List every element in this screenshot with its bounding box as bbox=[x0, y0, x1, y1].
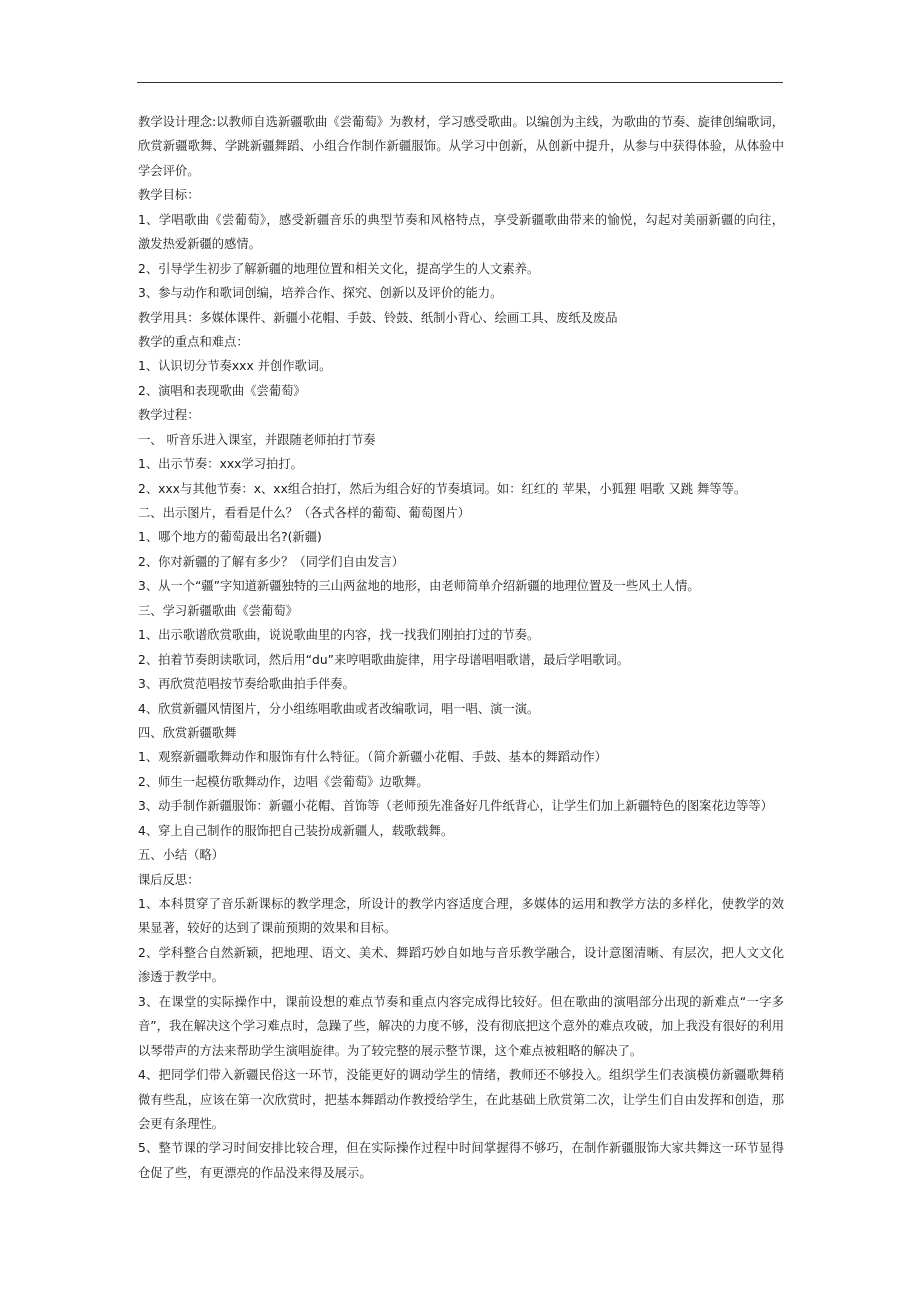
text-line: 果显著，较好的达到了课前预期的效果和目标。 bbox=[138, 921, 397, 936]
text-line: 2、师生一起模仿歌舞动作，边唱《尝葡萄》边歌舞。 bbox=[138, 774, 429, 789]
document-body bbox=[138, 110, 784, 1185]
text-line: 3、从一个“疆”字知道新疆独特的三山两盆地的地形，由老师简单介绍新疆的地理位置及一些风土人情。 bbox=[138, 579, 700, 594]
text-line: 1、学唱歌曲《尝葡萄》，感受新疆音乐的典型节奏和风格特点，享受新疆歌曲带来的愉悦，勾起对美丽新疆的向往， bbox=[138, 212, 784, 227]
text-line: 二、出示图片，看看是什么？（各式各样的葡萄、葡萄图片） bbox=[138, 506, 471, 520]
text-line: 五、小结（略） bbox=[138, 848, 225, 863]
text-line: 教学的重点和难点： bbox=[138, 334, 249, 349]
text-line: 3、动手制作新疆服饰：新疆小花帽、首饰等（老师预先准备好几件纸背心，让学生们加上新疆特色的图案花边等等） bbox=[138, 799, 773, 814]
text-line: 激发热爱新疆的感情。 bbox=[138, 237, 261, 252]
text-line: 1、哪个地方的葡萄最出名?(新疆) bbox=[138, 530, 322, 545]
text-line: 微有些乱，应该在第一次欣赏时，把基本舞蹈动作教授给学生，在此基础上欣赏第二次，让学生们自由发挥和创造，那 bbox=[138, 1092, 784, 1107]
text-line: 教学用具：多媒体课件、新疆小花帽、手鼓、铃鼓、纸制小背心、绘画工具、废纸及废品 bbox=[138, 310, 618, 325]
text-line: 教学目标： bbox=[138, 188, 200, 203]
text-line: 欣赏新疆歌舞、学跳新疆舞蹈、小组合作制作新疆服饰。从学习中创新，从创新中提升，从参与中获得体验，从体验中 bbox=[138, 139, 784, 154]
text-line: 2、拍着节奏朗读歌词，然后用“du”来哼唱歌曲旋律，用字母谱唱唱歌谱，最后学唱歌词。 bbox=[138, 652, 630, 667]
text-line: 2、xxx与其他节奏：x、xx组合拍打，然后为组合好的节奏填词。如：红红的 苹果，小狐狸 唱歌 又跳 舞等等。 bbox=[138, 481, 747, 496]
text-line: 3、在课堂的实际操作中，课前设想的难点节奏和重点内容完成得比较好。但在歌曲的演唱部分出现的新难点“一字多 bbox=[138, 994, 784, 1009]
text-line: 1、本科贯穿了音乐新课标的教学理念，所设计的教学内容适度合理，多媒体的运用和教学方法的多样化，使教学的效 bbox=[138, 897, 784, 911]
text-line: 以琴带声的方法来帮助学生演唱旋律。为了较完整的展示整节课，这个难点被粗略的解决了。 bbox=[138, 1043, 643, 1058]
text-line: 学会评价。 bbox=[138, 163, 200, 178]
text-line: 会更有条理性。 bbox=[138, 1116, 225, 1131]
text-line: 4、穿上自己制作的服饰把自己装扮成新疆人，载歌载舞。 bbox=[138, 823, 454, 838]
text-line: 1、认识切分节奏xxx 并创作歌词。 bbox=[138, 359, 332, 374]
text-line: 三、学习新疆歌曲《尝葡萄》 bbox=[138, 603, 298, 618]
header-rule bbox=[137, 82, 783, 83]
text-line: 四、欣赏新疆歌舞 bbox=[138, 725, 237, 740]
text-line: 4、欣赏新疆风情图片，分小组练唱歌曲或者改编歌词，唱一唱、演一演。 bbox=[138, 701, 540, 716]
text-line: 3、再欣赏范唱按节奏给歌曲拍手伴奏。 bbox=[138, 677, 355, 692]
text-line: 1、出示歌谱欣赏歌曲，说说歌曲里的内容，找一找我们刚拍打过的节奏。 bbox=[138, 628, 540, 643]
text-line: 2、引导学生初步了解新疆的地理位置和相关文化，提高学生的人文素养。 bbox=[138, 261, 540, 276]
text-line: 音”，我在解决这个学习难点时，急躁了些，解决的力度不够，没有彻底把这个意外的难点攻破，加上我没有很好的利用 bbox=[138, 1019, 784, 1034]
text-line: 1、观察新疆歌舞动作和服饰有什么特征。（简介新疆小花帽、手鼓、基本的舞蹈动作） bbox=[138, 750, 607, 765]
text-line: 1、出示节奏：xxx学习拍打。 bbox=[138, 457, 303, 472]
text-line: 5、整节课的学习时间安排比较合理，但在实际操作过程中时间掌握得不够巧，在制作新疆服饰大家共舞这一环节显得 bbox=[138, 1141, 784, 1156]
text-line: 渗透于教学中。 bbox=[138, 970, 225, 985]
text-line: 3、参与动作和歌词创编，培养合作、探究、创新以及评价的能力。 bbox=[138, 286, 503, 301]
text-line: 2、你对新疆的了解有多少？（同学们自由发言） bbox=[138, 554, 405, 569]
text-line: 教学过程： bbox=[138, 408, 200, 423]
text-line: 一、 听音乐进入课室，并跟随老师拍打节奏 bbox=[138, 432, 376, 447]
text-line: 课后反思： bbox=[138, 872, 200, 887]
text-line: 2、学科整合自然新颖，把地理、语文、美术、舞蹈巧妙自如地与音乐教学融合，设计意图清晰、有层次，把人文文化 bbox=[138, 945, 784, 960]
text-line: 教学设计理念:以教师自选新疆歌曲《尝葡萄》为教材，学习感受歌曲。以编创为主线，为歌曲的节奏、旋律创编歌词， bbox=[138, 115, 784, 129]
text-line: 仓促了些，有更漂亮的作品没来得及展示。 bbox=[138, 1165, 372, 1180]
text-line: 2、演唱和表现歌曲《尝葡萄》 bbox=[138, 383, 306, 398]
text-line: 4、把同学们带入新疆民俗这一环节，没能更好的调动学生的情绪，教师还不够投入。组织学生们表演模仿新疆歌舞稍 bbox=[138, 1068, 784, 1083]
